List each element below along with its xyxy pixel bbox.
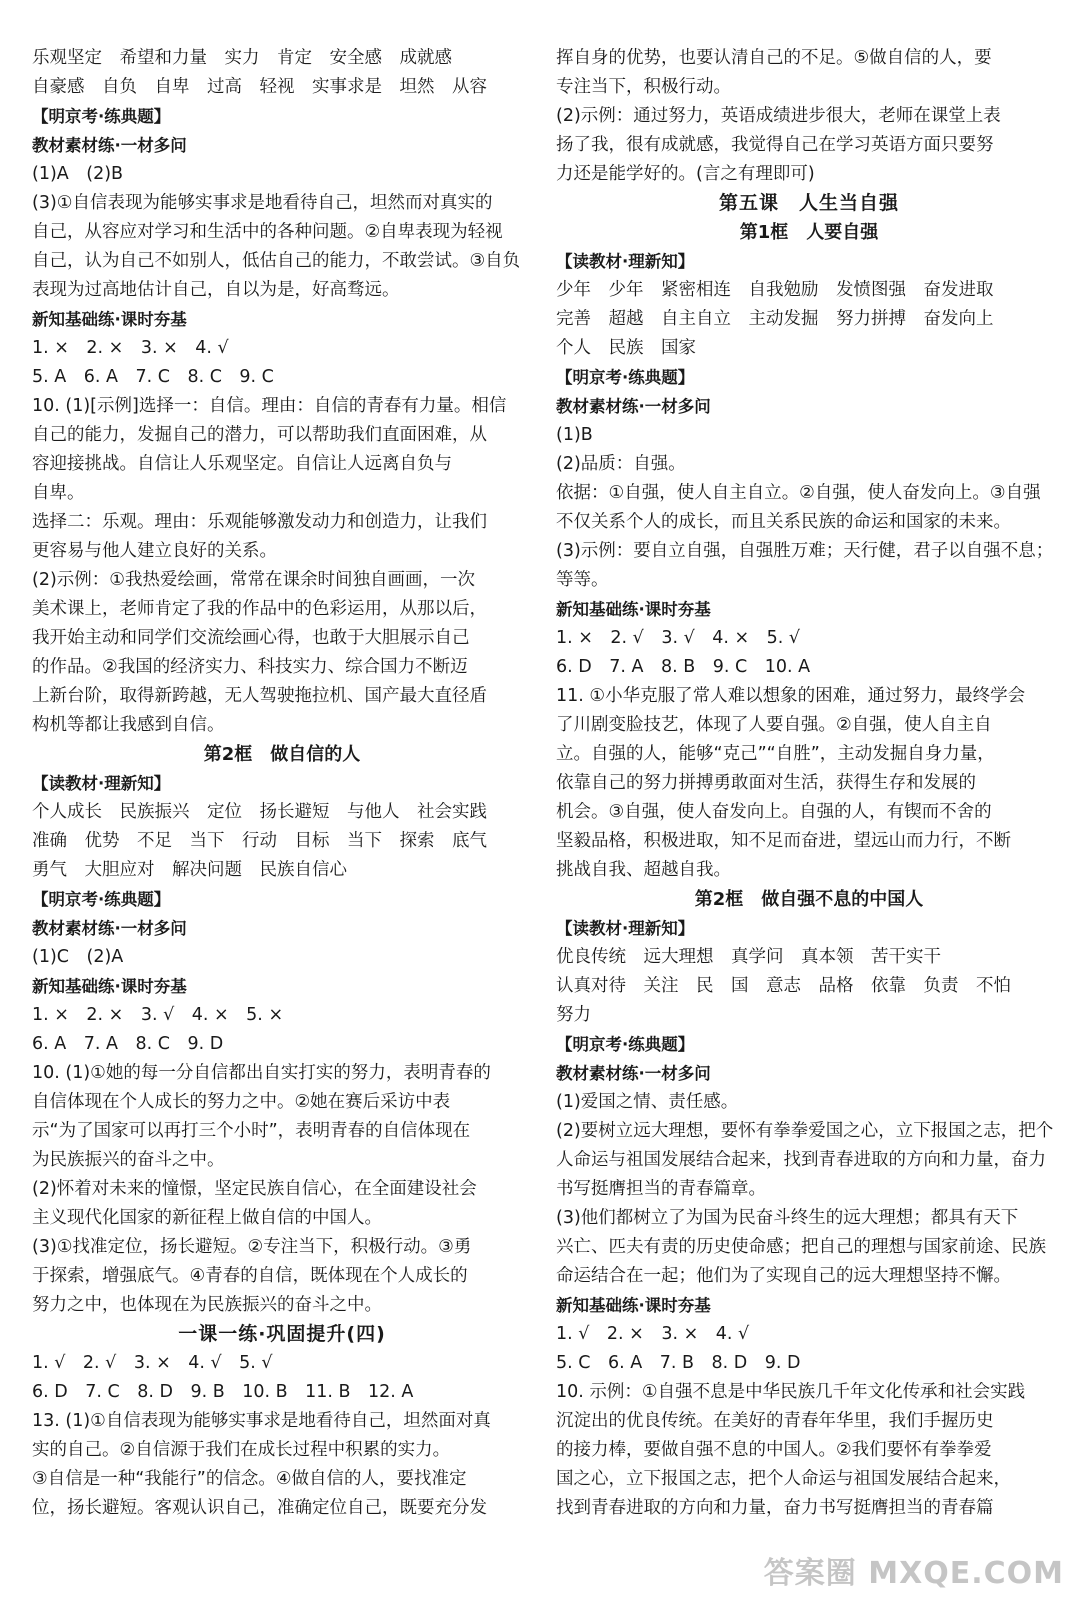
left-line: 6. D 7. C 8. D 9. B 10. B 11. B 12. A (32, 1382, 414, 1402)
left-line: 准确 优势 不足 当下 行动 目标 当下 探索 底气 (32, 831, 487, 851)
right-line: 力还是能学好的。(言之有理即可) (556, 164, 815, 184)
left-line: 实的自己。②自信源于我们在成长过程中积累的实力。 (32, 1440, 451, 1460)
left-line: 13. (1)①自信表现为能够实事求是地看待自己，坦然面对真 (32, 1411, 491, 1431)
left-line: 选择二：乐观。理由：乐观能够激发动力和创造力，让我们 (32, 512, 487, 532)
left-line: 10. (1)[示例]选择一：自信。理由：自信的青春有力量。相信 (32, 396, 507, 416)
right-line: 依据：①自强，使人自主自立。②自强，使人奋发向上。③自强 (556, 483, 1041, 503)
left-line: 1. √ 2. √ 3. × 4. √ 5. √ (32, 1353, 273, 1373)
right-line: 6. D 7. A 8. B 9. C 10. A (556, 657, 811, 677)
right-line: 努力 (556, 1005, 591, 1025)
right-line: (3)示例：要自立自强，自强胜万难；天行健，君子以自强不息； (556, 541, 1054, 561)
left-line: 10. (1)①她的每一分自信都出自实打实的努力，表明青春的 (32, 1063, 491, 1083)
left-line: (3)①找准定位，扬长避短。②专注当下，积极行动。③勇 (32, 1237, 472, 1257)
left-line: 上新台阶，取得新跨越，无人驾驶拖拉机、国产最大直径盾 (32, 686, 487, 706)
left-line: 自卑。 (32, 483, 85, 503)
left-line: ③自信是一种“我能行”的信念。④做自信的人，要找准定 (32, 1469, 467, 1489)
right-line: 兴亡、匹夫有责的历史使命感；把自己的理想与国家前途、民族 (556, 1237, 1046, 1257)
right-line: 个人 民族 国家 (556, 338, 696, 358)
left-line: 自豪感 自负 自卑 过高 轻视 实事求是 坦然 从容 (32, 77, 487, 97)
right-line: 11. ①小华克服了常人难以想象的困难，通过努力，最终学会 (556, 686, 1026, 706)
watermark: 答案圈 MXQE.COM (763, 1556, 1064, 1591)
right-line: 挥自身的优势，也要认清自己的不足。⑤做自信的人，要 (556, 48, 992, 68)
left-line: 个人成长 民族振兴 定位 扬长避短 与他人 社会实践 (32, 802, 487, 822)
left-line: 表现为过高地估计自己，自以为是，好高骛远。 (32, 280, 400, 300)
right-line: 【明京考·练典题】 (556, 1035, 695, 1054)
left-line: 自己，认为自己不如别人，低估自己的能力，不敢尝试。③自负 (32, 251, 521, 271)
right-line: 教材素材练·一材多问 (556, 1064, 711, 1083)
right-line: (3)他们都树立了为国为民奋斗终生的远大理想；都具有天下 (556, 1208, 1019, 1228)
right-line: 完善 超越 自主自立 主动发掘 努力拼搏 奋发向上 (556, 309, 994, 329)
right-line: 立。自强的人，能够“克己”“自胜”，主动发掘自身力量， (556, 744, 995, 764)
right-line: 机会。③自强，使人奋发向上。自强的人，有锲而不舍的 (556, 802, 992, 822)
right-line: 了川剧变脸技艺，体现了人要自强。②自强，使人自主自 (556, 715, 992, 735)
right-line: 5. C 6. A 7. B 8. D 9. D (556, 1353, 801, 1373)
left-line: 位，扬长避短。客观认识自己，准确定位自己，既要充分发 (32, 1498, 487, 1518)
left-line: 新知基础练·课时夯基 (32, 977, 187, 996)
right-line: 找到青春进取的方向和力量，奋力书写挺膺担当的青春篇 (556, 1498, 994, 1518)
right-line: 1. × 2. √ 3. √ 4. × 5. √ (556, 628, 801, 648)
right-line: 不仅关系个人的成长，而且关系民族的命运和国家的未来。 (556, 512, 1011, 532)
right-line: 扬了我，很有成就感，我觉得自己在学习英语方面只要努 (556, 135, 994, 155)
left-line: (1)C (2)A (32, 947, 124, 967)
right-line: 沉淀出的优良传统。在美好的青春年华里，我们手握历史 (556, 1411, 994, 1431)
right-line: (1)B (556, 425, 593, 445)
left-line: 教材素材练·一材多问 (32, 136, 187, 155)
left-line: (3)①自信表现为能够实事求是地看待自己，坦然而对真实的 (32, 193, 493, 213)
right-line: 书写挺膺担当的青春篇章。 (556, 1179, 766, 1199)
right-line: (1)爱国之情、责任感。 (556, 1092, 739, 1112)
right-line: 【明京考·练典题】 (556, 368, 695, 387)
right-line: 挑战自我、超越自我。 (556, 860, 731, 880)
right-line: 【读教材·理新知】 (556, 252, 695, 271)
left-line: 于探索，增强底气。④青春的自信，既体现在个人成长的 (32, 1266, 468, 1286)
right-line: 少年 少年 紧密相连 自我勉励 发愤图强 奋发进取 (556, 280, 994, 300)
right-line: 认真对待 关注 民 国 意志 品格 依靠 负责 不怕 (556, 976, 1011, 996)
left-line: 构机等都让我感到自信。 (32, 715, 225, 735)
right-line: 新知基础练·课时夯基 (556, 1296, 711, 1315)
left-line: 自己，从容应对学习和生活中的各种问题。②自卑表现为轻视 (32, 222, 503, 242)
right-line: 【读教材·理新知】 (556, 919, 695, 938)
left-line: (1)A (2)B (32, 164, 124, 184)
right-line: 10. 示例：①自强不息是中华民族几千年文化传承和社会实践 (556, 1382, 1026, 1402)
left-line: 努力之中，也体现在为民族振兴的奋斗之中。 (32, 1295, 382, 1315)
right-line: 优良传统 远大理想 真学问 真本领 苦干实干 (556, 947, 941, 967)
right-line: 教材素材练·一材多问 (556, 397, 711, 416)
left-line: 6. A 7. A 8. C 9. D (32, 1034, 224, 1054)
left-line: 【明京考·练典题】 (32, 890, 171, 909)
right-line: 命运结合在一起；他们为了实现自己的远大理想坚持不懈。 (556, 1266, 1011, 1286)
left-line: 【明京考·练典题】 (32, 107, 171, 126)
left-line: 我开始主动和同学们交流绘画心得，也敢于大胆展示自己 (32, 628, 470, 648)
right-line: (2)品质：自强。 (556, 454, 686, 474)
right-line: 等等。 (556, 570, 609, 590)
right-line: 第五课 人生当自强 (718, 192, 899, 214)
right-line: (2)示例：通过努力，英语成绩进步很大，老师在课堂上表 (556, 106, 1001, 126)
left-line: 美术课上，老师肯定了我的作品中的色彩运用，从那以后， (32, 599, 487, 619)
right-line: 1. √ 2. × 3. × 4. √ (556, 1324, 750, 1344)
left-line: 5. A 6. A 7. C 8. C 9. C (32, 367, 274, 387)
left-line: (2)示例：①我热爱绘画，常常在课余时间独自画画，一次 (32, 570, 475, 590)
left-line: 教材素材练·一材多问 (32, 919, 187, 938)
left-line: 的作品。②我国的经济实力、科技实力、综合国力不断迈 (32, 657, 468, 677)
left-line: 示“为了国家可以再打三个小时”，表明青春的自信体现在 (32, 1121, 471, 1141)
right-line: 新知基础练·课时夯基 (556, 600, 711, 619)
left-line: 自信体现在个人成长的努力之中。②她在赛后采访中表 (32, 1092, 451, 1112)
right-line: 专注当下，积极行动。 (556, 77, 731, 97)
left-line: 1. × 2. × 3. √ 4. × 5. × (32, 1005, 284, 1025)
left-line: 1. × 2. × 3. × 4. √ (32, 338, 229, 358)
right-line: 国之心，立下报国之志，把个人命运与祖国发展结合起来， (556, 1469, 1011, 1489)
right-line: 人命运与祖国发展结合起来，找到青春进取的方向和力量，奋力 (556, 1150, 1046, 1170)
right-line: 第2框 做自强不息的中国人 (694, 889, 924, 910)
left-line: 更容易与他人建立良好的关系。 (32, 541, 277, 561)
left-line: (2)怀着对未来的憧憬，坚定民族自信心，在全面建设社会 (32, 1179, 477, 1199)
left-line: 自己的能力，发掘自己的潜力，可以帮助我们直面困难，从 (32, 425, 487, 445)
left-line: 【读教材·理新知】 (32, 774, 171, 793)
left-line: 为民族振兴的奋斗之中。 (32, 1150, 225, 1170)
left-line: 乐观坚定 希望和力量 实力 肯定 安全感 成就感 (32, 48, 452, 68)
right-column (556, 44, 1062, 1523)
left-line: 第2框 做自信的人 (203, 744, 361, 765)
right-line: 坚毅品格，积极进取，知不足而奋进，望远山而力行，不断 (556, 831, 1011, 851)
left-line: 新知基础练·课时夯基 (32, 310, 187, 329)
left-column (32, 44, 532, 1523)
right-line: 依靠自己的努力拼搏勇敢面对生活，获得生存和发展的 (556, 773, 976, 793)
right-line: (2)要树立远大理想，要怀有拳拳爱国之心，立下报国之志，把个 (556, 1121, 1054, 1141)
right-line: 第1框 人要自强 (739, 222, 879, 243)
left-line: 一课一练·巩固提升(四) (178, 1323, 386, 1345)
right-line: 的接力棒，要做自强不息的中国人。②我们要怀有拳拳爱 (556, 1440, 992, 1460)
left-line: 容迎接挑战。自信让人乐观坚定。自信让人远离自负与 (32, 454, 452, 474)
left-line: 主义现代化国家的新征程上做自信的中国人。 (32, 1208, 382, 1228)
left-line: 勇气 大胆应对 解决问题 民族自信心 (32, 860, 347, 880)
